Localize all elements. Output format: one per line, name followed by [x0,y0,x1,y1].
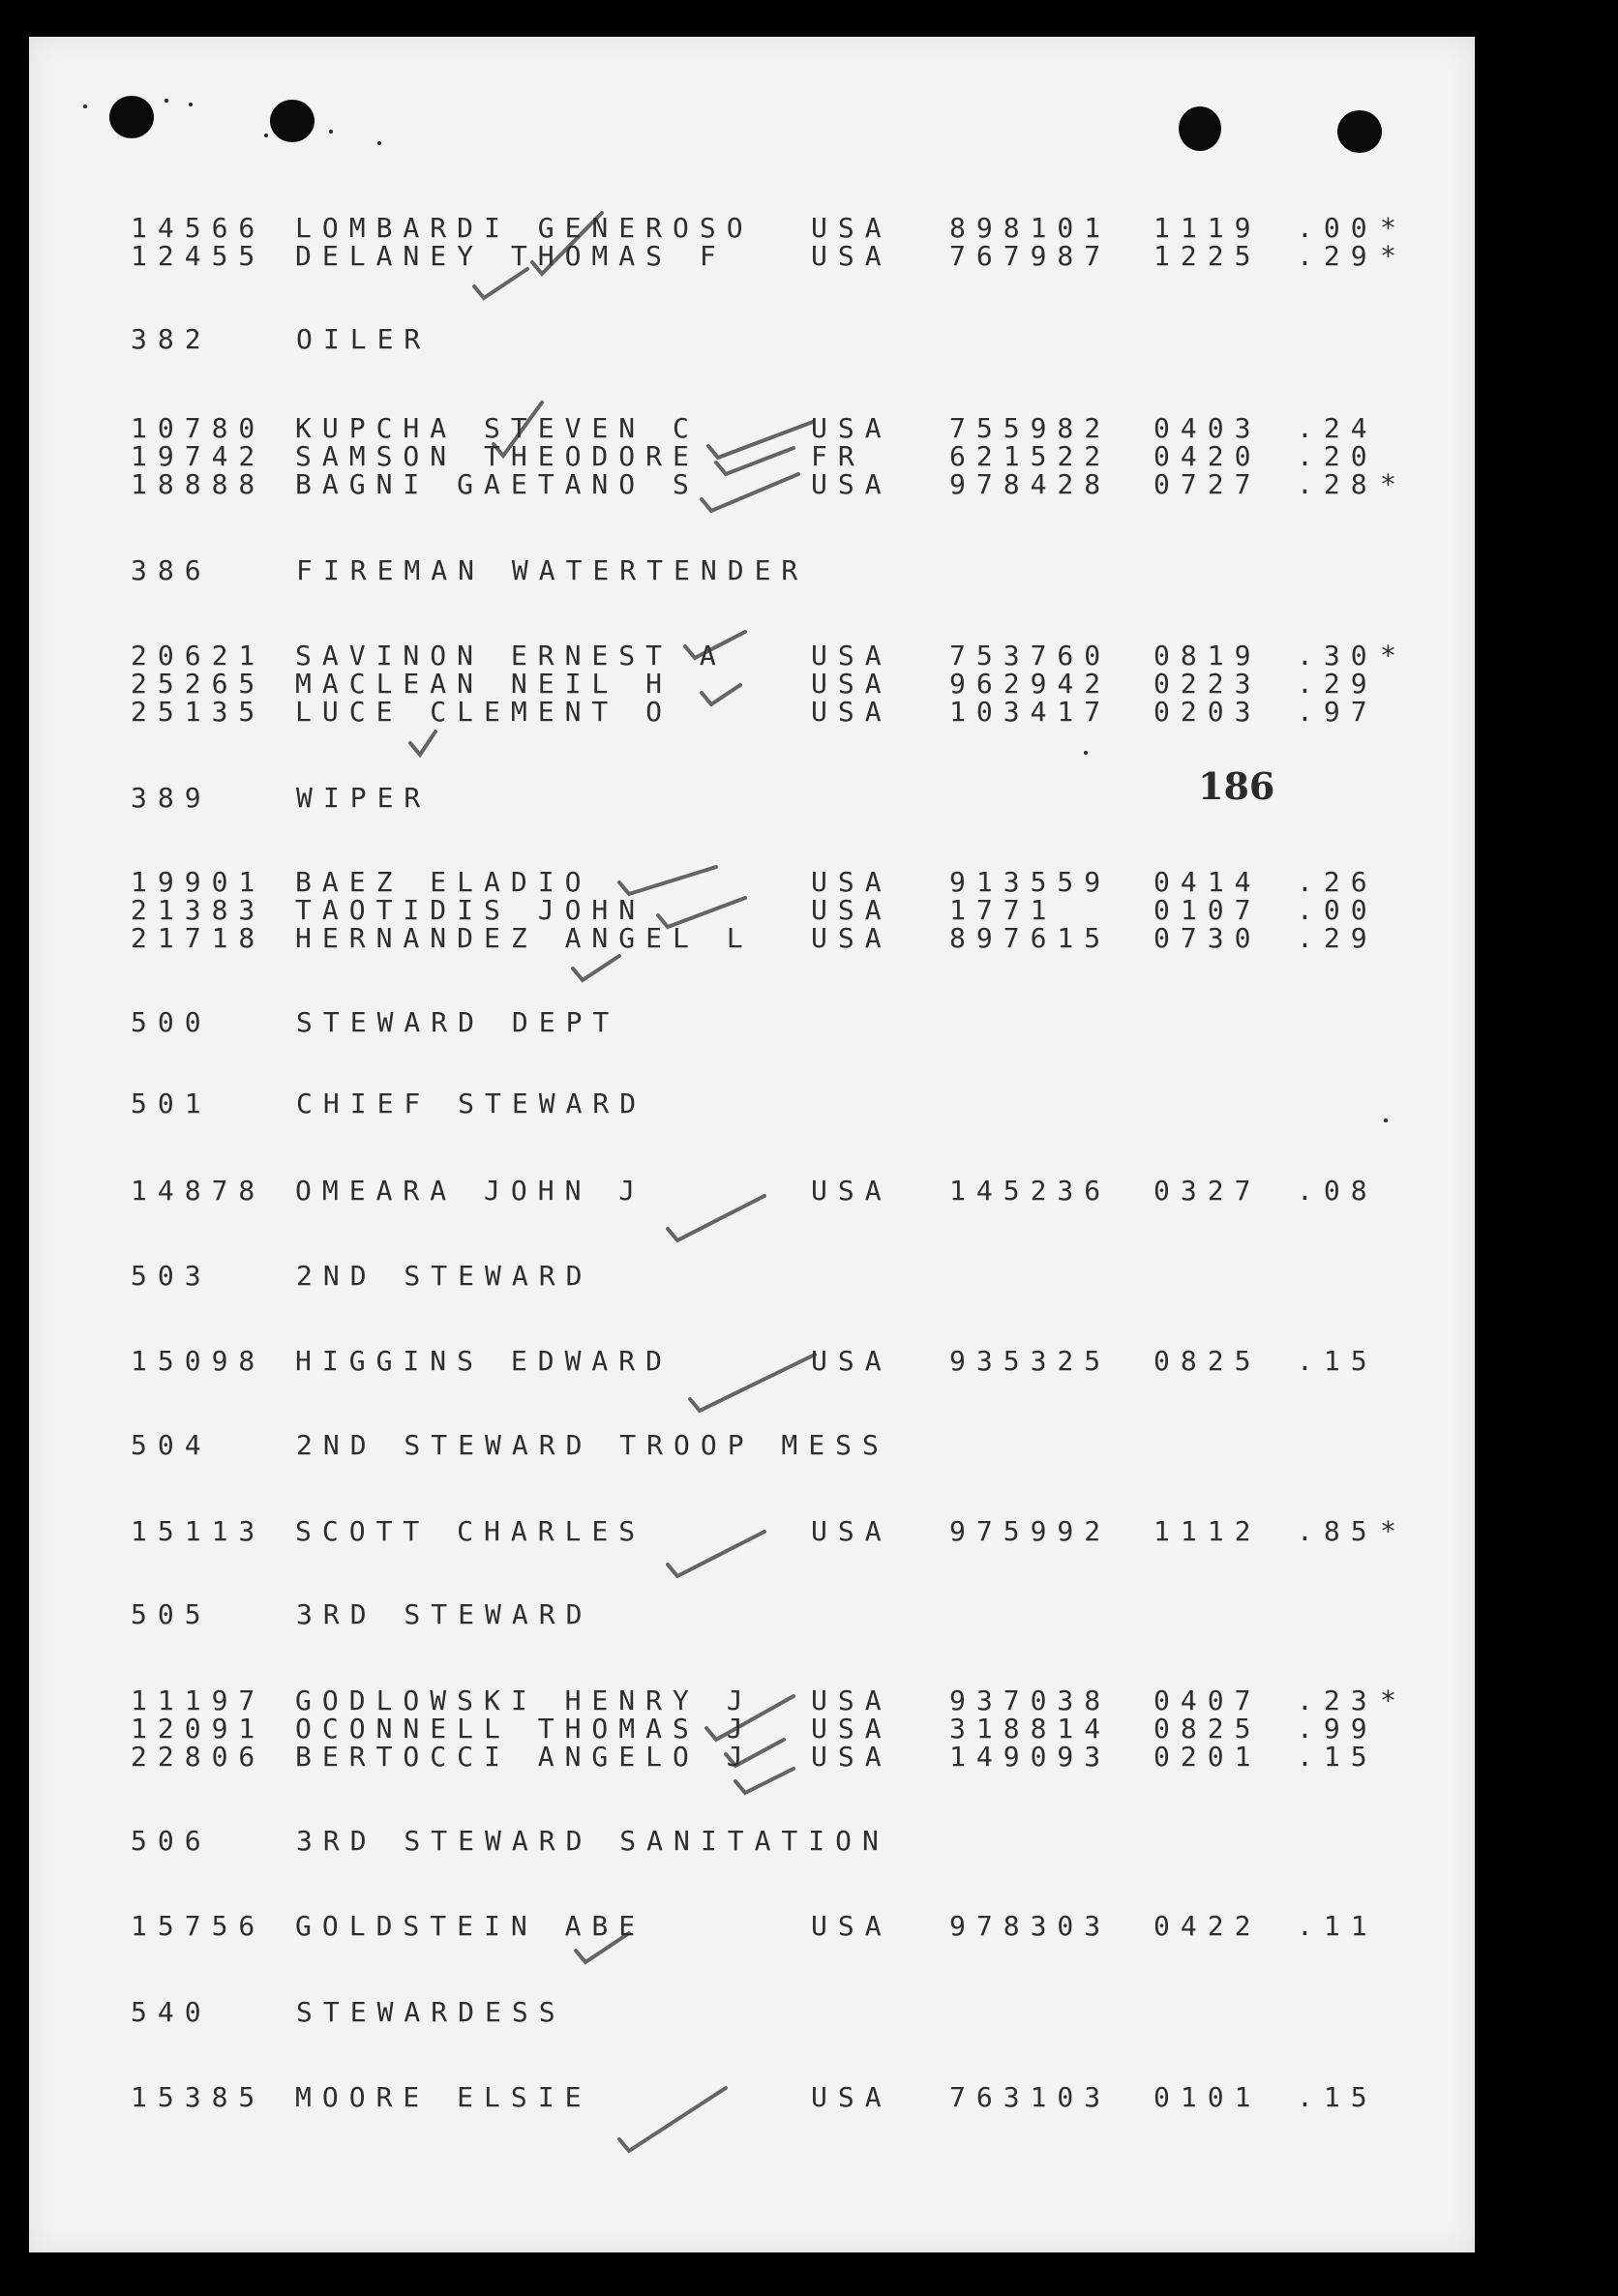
page-number: 186 [1198,764,1275,808]
section-title: 3RD STEWARD [296,1598,593,1630]
nationality: USA [811,696,892,728]
age-value: .20 [1297,440,1378,472]
asterisk-mark: * [1380,468,1407,500]
date-code: 0403 [1154,412,1262,444]
crew-number: 20621 [131,640,266,671]
nationality: USA [811,412,892,444]
crew-name: HERNANDEZ ANGEL L [295,922,754,954]
nationality: USA [811,1910,892,1942]
date-code: 0730 [1154,922,1262,954]
crew-number: 21383 [131,894,266,926]
nationality: USA [811,1515,892,1547]
date-code: 0101 [1154,2081,1262,2113]
document-number: 1771 [949,894,1058,926]
age-value: .97 [1297,696,1378,728]
crew-number: 18888 [131,468,266,500]
section-code: 501 [131,1088,212,1119]
check-mark [410,731,435,755]
section-title: OILER [296,323,432,355]
age-value: .30 [1297,640,1378,671]
nationality: USA [811,1741,892,1773]
section-heading [29,1089,1475,1120]
crew-number: 19901 [131,866,266,898]
crew-number: 12091 [131,1713,266,1744]
section-title: 2ND STEWARD [296,1260,593,1292]
nationality: FR [811,440,865,472]
document-number: 898101 [949,212,1112,244]
crew-name: MOORE ELSIE [295,2081,592,2113]
document-number: 103417 [949,696,1112,728]
crew-number: 22806 [131,1741,266,1773]
crew-number: 12455 [131,240,266,272]
document-number: 935325 [949,1345,1112,1377]
asterisk-mark: * [1380,212,1407,244]
nationality: USA [811,1345,892,1377]
age-value: .26 [1297,866,1378,898]
section-heading [29,1998,1475,2029]
section-heading [29,1827,1475,1858]
age-value: .23 [1297,1685,1378,1716]
section-heading [29,556,1475,587]
crew-number: 25135 [131,696,266,728]
crew-number: 15113 [131,1515,266,1547]
document-number: 763103 [949,2081,1112,2113]
age-value: .85 [1297,1515,1378,1547]
crew-number: 15098 [131,1345,266,1377]
asterisk-mark: * [1380,1515,1407,1547]
crew-name: SAMSON THEODORE [295,440,700,472]
crew-name: GOLDSTEIN ABE [295,1910,646,1942]
crew-name: GODLOWSKI HENRY J [295,1685,754,1716]
section-code: 386 [131,554,212,586]
ink-speck [83,104,87,108]
crew-row [29,2083,1475,2114]
section-heading [29,1008,1475,1039]
nationality: USA [811,468,892,500]
nationality: USA [811,668,892,700]
crew-name: OCONNELL THOMAS J [295,1713,754,1744]
nationality: USA [811,2081,892,2113]
crew-name: SAVINON ERNEST A [295,640,727,671]
ink-speck [329,130,333,134]
document-number: 753760 [949,640,1112,671]
punch-hole [1337,110,1382,153]
crew-number: 21718 [131,922,266,954]
document-page [29,37,1475,2252]
crew-row [29,698,1475,729]
ink-speck [1084,751,1088,755]
date-code: 0407 [1154,1685,1262,1716]
date-code: 0825 [1154,1713,1262,1744]
document-number: 975992 [949,1515,1112,1547]
ink-speck [189,103,193,106]
age-value: .00 [1297,212,1378,244]
date-code: 0422 [1154,1910,1262,1942]
nationality: USA [811,240,892,272]
punch-hole [1179,106,1221,151]
section-heading [29,1431,1475,1462]
crew-name: HIGGINS EDWARD [295,1345,674,1377]
ink-speck [264,134,268,137]
section-heading [29,325,1475,356]
ink-speck [165,99,168,103]
document-number: 621522 [949,440,1112,472]
section-title: 3RD STEWARD SANITATION [296,1825,889,1857]
date-code: 0327 [1154,1175,1262,1207]
age-value: .15 [1297,1345,1378,1377]
nationality: USA [811,922,892,954]
document-number: 962942 [949,668,1112,700]
date-code: 0819 [1154,640,1262,671]
age-value: .11 [1297,1910,1378,1942]
date-code: 0107 [1154,894,1262,926]
document-number: 897615 [949,922,1112,954]
crew-row [29,1912,1475,1943]
nationality: USA [811,1175,892,1207]
crew-name: LUCE CLEMENT O [295,696,674,728]
crew-row [29,1177,1475,1208]
date-code: 0727 [1154,468,1262,500]
date-code: 0223 [1154,668,1262,700]
section-title: STEWARD DEPT [296,1006,620,1038]
check-mark [573,956,619,980]
nationality: USA [811,866,892,898]
punch-hole [109,96,154,138]
crew-number: 14878 [131,1175,266,1207]
age-value: .29 [1297,668,1378,700]
document-number: 755982 [949,412,1112,444]
section-code: 389 [131,782,212,814]
date-code: 0414 [1154,866,1262,898]
crew-name: MACLEAN NEIL H [295,668,674,700]
crew-number: 15385 [131,2081,266,2113]
document-number: 149093 [949,1741,1112,1773]
section-code: 504 [131,1429,212,1461]
date-code: 0201 [1154,1741,1262,1773]
section-code: 540 [131,1996,212,2028]
age-value: .08 [1297,1175,1378,1207]
crew-name: SCOTT CHARLES [295,1515,646,1547]
document-number: 318814 [949,1713,1112,1744]
crew-row [29,924,1475,955]
date-code: 1119 [1154,212,1262,244]
crew-row [29,470,1475,501]
crew-number: 11197 [131,1685,266,1716]
crew-row [29,1517,1475,1548]
document-number: 978303 [949,1910,1112,1942]
date-code: 0203 [1154,696,1262,728]
age-value: .29 [1297,922,1378,954]
nationality: USA [811,1713,892,1744]
crew-name: BAGNI GAETANO S [295,468,700,500]
section-title: STEWARDESS [296,1996,566,2028]
crew-number: 14566 [131,212,266,244]
section-code: 382 [131,323,212,355]
ink-speck [377,141,381,145]
crew-row [29,1743,1475,1774]
crew-row [29,1347,1475,1378]
punch-hole [270,100,315,142]
age-value: .24 [1297,412,1378,444]
crew-number: 15756 [131,1910,266,1942]
document-number: 937038 [949,1685,1112,1716]
crew-number: 10780 [131,412,266,444]
document-number: 913559 [949,866,1112,898]
age-value: .15 [1297,1741,1378,1773]
section-heading [29,1262,1475,1293]
section-title: CHIEF STEWARD [296,1088,647,1119]
check-mark [474,269,527,298]
nationality: USA [811,212,892,244]
crew-name: BAEZ ELADIO [295,866,592,898]
crew-name: OMEARA JOHN J [295,1175,646,1207]
age-value: .99 [1297,1713,1378,1744]
crew-row [29,242,1475,273]
age-value: .00 [1297,894,1378,926]
crew-number: 25265 [131,668,266,700]
section-code: 505 [131,1598,212,1630]
crew-name: KUPCHA STEVEN C [295,412,700,444]
section-code: 506 [131,1825,212,1857]
nationality: USA [811,1685,892,1716]
age-value: .28 [1297,468,1378,500]
section-code: 503 [131,1260,212,1292]
document-number: 978428 [949,468,1112,500]
crew-name: DELANEY THOMAS F [295,240,727,272]
date-code: 1112 [1154,1515,1262,1547]
crew-number: 19742 [131,440,266,472]
section-title: WIPER [296,782,432,814]
asterisk-mark: * [1380,640,1407,671]
document-number: 145236 [949,1175,1112,1207]
date-code: 0420 [1154,440,1262,472]
document-number: 767987 [949,240,1112,272]
asterisk-mark: * [1380,240,1407,272]
nationality: USA [811,640,892,671]
date-code: 1225 [1154,240,1262,272]
date-code: 0825 [1154,1345,1262,1377]
section-code: 500 [131,1006,212,1038]
section-title: FIREMAN WATERTENDER [296,554,809,586]
age-value: .15 [1297,2081,1378,2113]
crew-name: BERTOCCI ANGELO J [295,1741,754,1773]
section-title: 2ND STEWARD TROOP MESS [296,1429,889,1461]
nationality: USA [811,894,892,926]
asterisk-mark: * [1380,1685,1407,1716]
crew-name: LOMBARDI GENEROSO [295,212,754,244]
crew-name: TAOTIDIS JOHN [295,894,646,926]
age-value: .29 [1297,240,1378,272]
section-heading [29,1600,1475,1631]
